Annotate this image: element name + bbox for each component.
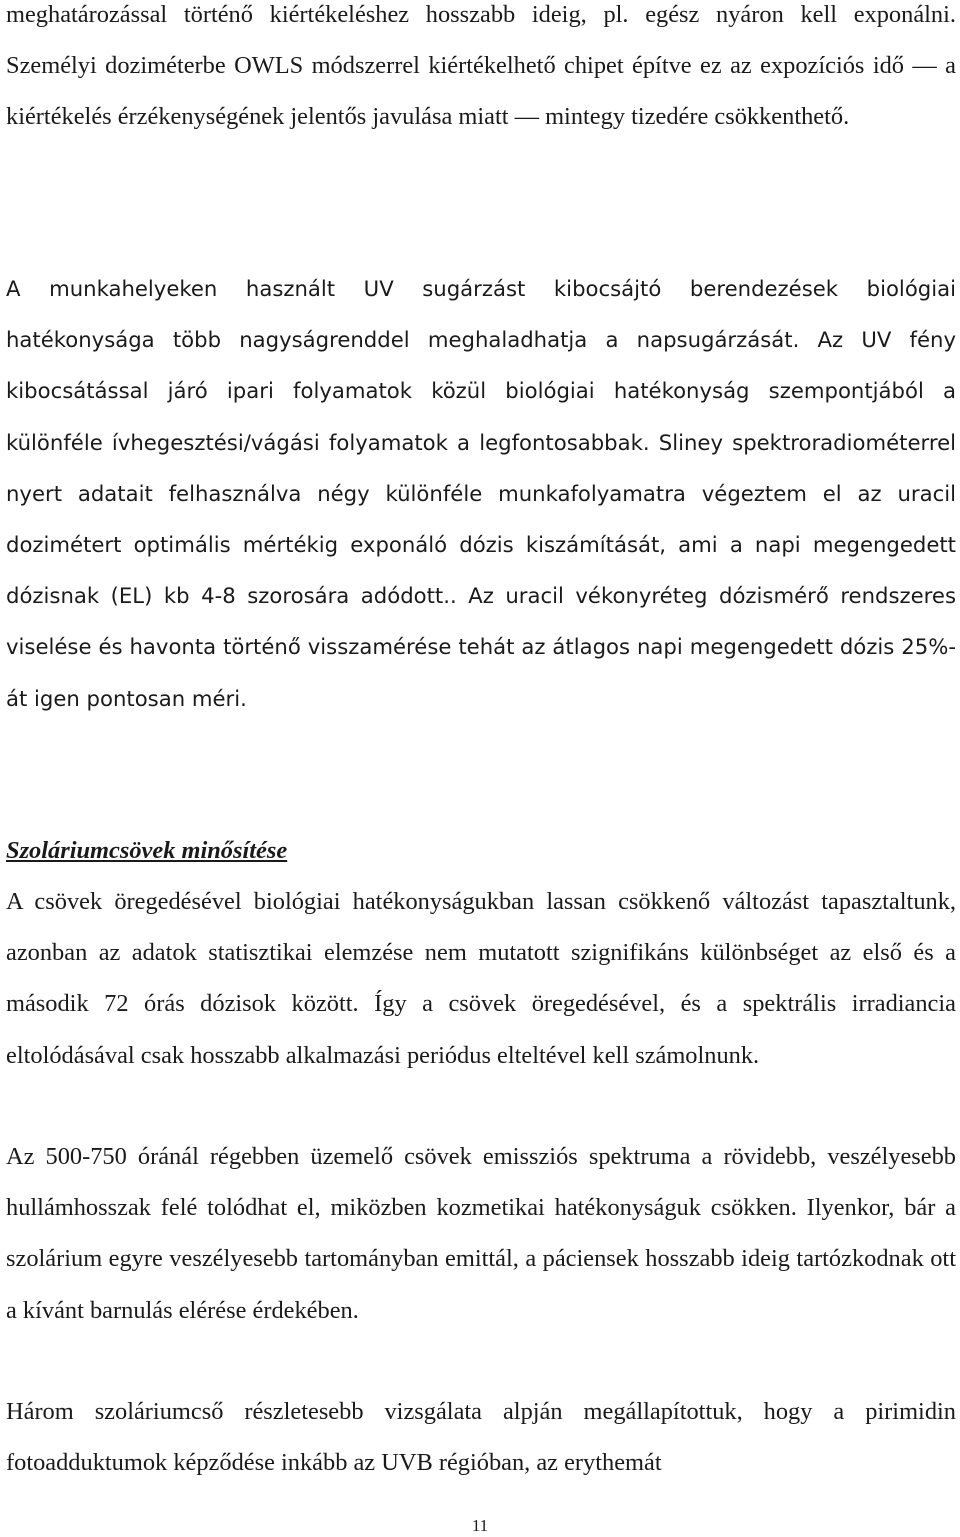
paragraph-three-tubes: Három szoláriumcső részletesebb vizsgálata alpján megállapítottuk, hogy a pirimidin fotoadduktumok képződése inkább az UVB régióban, az erythemát	[6, 1398, 956, 1477]
paragraph-exposure: meghatározással történő kiértékeléshez hosszabb ideig, pl. egész nyáron kell exponálni. Személyi doziméterbe OWLS módszerrel kiértékelhető chipet építve ez az expozíciós idő — a kiértékelés érzékenységének jelentős javulása miatt — mintegy tizedére csökkenthető.	[6, 1, 956, 131]
paragraph-uv-workplace: A munkahelyeken használt UV sugárzást kibocsájtó berendezések biológiai hatékonysága több nagyságrenddel meghaladhatja a napsugárzását. Az UV fény kibocsátással járó ipari folyamatok közül biológiai hatékonyság szempontjából a különféle ívhegesztési/vágási folyamatok a legfontosabbak. Sliney spektroradiométerrel nyert adatait felhasználva négy különféle munkafolyamatra végeztem el az uracil dozimétert optimális mértékig exponáló dózis kiszámítását, ami a napi megengedett dózisnak (EL) kb 4-8 szorosára adódott.. Az uracil vékonyréteg dózismérő rendszeres viselése és havonta történő visszamérése tehát az átlagos napi megengedett dózis 25%-át igen pontosan méri.	[6, 276, 956, 711]
section-heading: Szoláriumcsövek minősítése	[6, 837, 288, 864]
page-number: 11	[471, 1516, 489, 1535]
paragraph-tube-aging: A csövek öregedésével biológiai hatékonyságukban lassan csökkenő változást tapasztaltunk, azonban az adatok statisztikai elemzése nem mutatott szignifikáns különbséget az első és a második 72 órás dózisok között. Így a csövek öregedésével, és a spektrális irradiancia eltolódásával csak hosszabb alkalmazási periódus elteltével kell számolnunk.	[6, 888, 956, 1069]
paragraph-old-tubes: Az 500-750 óránál régebben üzemelő csövek emissziós spektruma a rövidebb, veszélyesebb hullámhosszak felé tolódhat el, miközben kozmetikai hatékonyságuk csökken. Ilyenkor, bár a szolárium egyre veszélyesebb tartományban emittál, a páciensek hosszabb ideig tartózkodnak ott a kívánt barnulás elérése érdekében.	[6, 1143, 956, 1324]
